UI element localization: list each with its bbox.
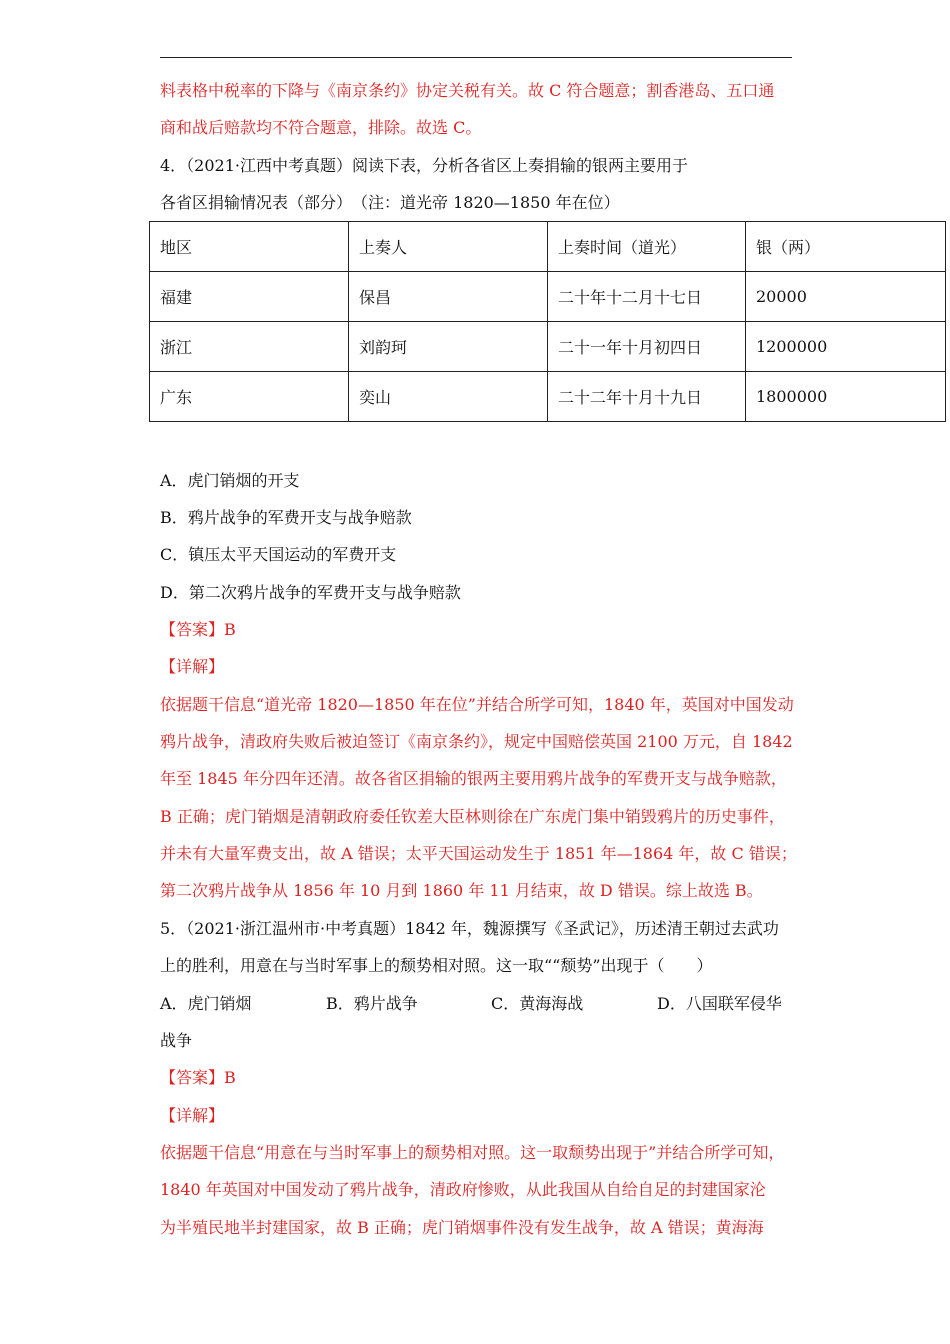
q5-option-c: C．黄海海战 <box>491 994 584 1013</box>
table-cell: 奕山 <box>349 372 548 422</box>
q5-stem-line-1: 5．（2021·浙江温州市·中考真题）1842 年，魏源撰写《圣武记》，历述清王朝过去武功 <box>160 919 779 938</box>
q5-option-d-wrap: 战争 <box>160 1031 193 1050</box>
q4-option-b: B．鸦片战争的军费开支与战争赔款 <box>160 508 412 527</box>
q4-option-c: C．镇压太平天国运动的军费开支 <box>160 545 397 564</box>
table-cell: 1200000 <box>746 322 946 372</box>
q5-answer: 【答案】B <box>160 1068 236 1087</box>
table-row <box>150 272 946 322</box>
q4-detail-line: 年至 1845 年分四年还清。故各省区捐输的银两主要用鸦片战争的军费开支与战争赔款， <box>160 769 787 788</box>
table-row <box>150 322 946 372</box>
q4-detail-line: 鸦片战争，清政府失败后被迫签订《南京条约》，规定中国赔偿英国 2100 万元，自 1842 <box>160 732 793 751</box>
q4-detail-line: 依据题干信息“道光帝 1820—1850 年在位”并结合所学可知，1840 年，英国对中国发动 <box>160 695 794 714</box>
prev-explanation-line-2: 商和战后赔款均不符合题意，排除。故选 C。 <box>160 118 482 137</box>
table-cell: 刘韵珂 <box>349 322 548 372</box>
q4-table-caption: 各省区捐输情况表（部分） （注：道光帝 1820—1850 年在位） <box>160 193 620 212</box>
q4-detail-line: 并未有大量军费支出，故 A 错误；太平天国运动发生于 1851 年—1864 年，故 C 错误； <box>160 844 797 863</box>
q5-option-d: D．八国联军侵华 <box>657 994 782 1013</box>
table-header-cell: 上奏人 <box>349 222 548 272</box>
q5-detail-line: 依据题干信息“用意在与当时军事上的颓势相对照。这一取颓势出现于”并结合所学可知， <box>160 1143 785 1162</box>
q5-detail-label: 【详解】 <box>160 1106 225 1125</box>
q4-answer: 【答案】B <box>160 620 236 639</box>
q5-detail-line: 1840 年英国对中国发动了鸦片战争，清政府惨败，从此我国从自给自足的封建国家沦 <box>160 1180 766 1199</box>
table-cell: 20000 <box>746 272 946 322</box>
table-header-cell: 地区 <box>150 222 349 272</box>
table-row <box>150 372 946 422</box>
q5-stem-line-2: 上的胜利，用意在与当时军事上的颓势相对照。这一取““颓势”出现于（ ） <box>160 956 713 975</box>
prev-explanation-line-1: 料表格中税率的下降与《南京条约》协定关税有关。故 C 符合题意；割香港岛、五口通 <box>160 81 775 100</box>
table-header-cell: 上奏时间（道光） <box>548 222 746 272</box>
table-cell: 保昌 <box>349 272 548 322</box>
table-header-row <box>150 222 946 272</box>
donation-table <box>149 221 946 422</box>
table-cell: 二十年十二月十七日 <box>548 272 746 322</box>
table-header-cell: 银（两） <box>746 222 946 272</box>
table-cell: 1800000 <box>746 372 946 422</box>
table-cell: 广东 <box>150 372 349 422</box>
q5-option-b: B．鸦片战争 <box>326 994 418 1013</box>
table-cell: 二十一年十月初四日 <box>548 322 746 372</box>
table-cell: 福建 <box>150 272 349 322</box>
q4-stem: 4．（2021·江西中考真题）阅读下表，分析各省区上奏捐输的银两主要用于 <box>160 156 688 175</box>
table-cell: 浙江 <box>150 322 349 372</box>
q4-option-a: A．虎门销烟的开支 <box>160 471 300 490</box>
q4-option-d: D．第二次鸦片战争的军费开支与战争赔款 <box>160 583 461 602</box>
q4-detail-line: B 正确；虎门销烟是清朝政府委任钦差大臣林则徐在广东虎门集中销毁鸦片的历史事件， <box>160 807 785 826</box>
q4-detail-label: 【详解】 <box>160 657 225 676</box>
q5-detail-line: 为半殖民地半封建国家，故 B 正确；虎门销烟事件没有发生战争，故 A 错误；黄海海 <box>160 1218 764 1237</box>
table-cell: 二十二年十月十九日 <box>548 372 746 422</box>
header-rule <box>160 57 792 58</box>
q5-option-a: A．虎门销烟 <box>160 994 252 1013</box>
q4-detail-line: 第二次鸦片战争从 1856 年 10 月到 1860 年 11 月结束，故 D 错误。综上故选 B。 <box>160 881 763 900</box>
